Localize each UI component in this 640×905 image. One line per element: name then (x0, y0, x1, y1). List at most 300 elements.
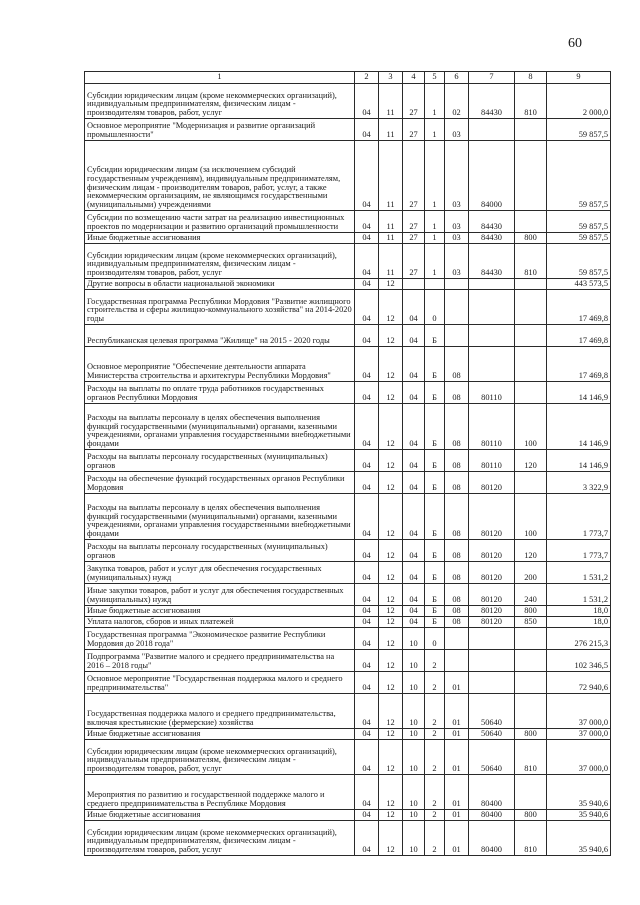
row-description: Субсидии юридическим лицам (кроме некоммерческих организаций), индивидуальным предпринимателям, физическим лицам - производителям товаров, работ, услуг (85, 244, 355, 279)
row-code-c5: 1 (425, 233, 445, 244)
row-code-c2: 04 (355, 672, 379, 694)
row-description: Расходы на выплаты персоналу государственных (муниципальных) органов (85, 450, 355, 472)
table-row (85, 233, 611, 244)
row-code-c5: 0 (425, 628, 445, 650)
table-row (85, 729, 611, 740)
row-code-c8: 120 (515, 450, 547, 472)
row-code-c5: 1 (425, 244, 445, 279)
table-row (85, 347, 611, 382)
row-code-c4: 27 (403, 141, 425, 211)
column-header: 9 (547, 72, 611, 84)
row-code-c4: 10 (403, 694, 425, 729)
row-amount: 14 146,9 (547, 404, 611, 450)
row-code-c5: 2 (425, 729, 445, 740)
row-code-c7: 50640 (469, 694, 515, 729)
row-code-c5: 2 (425, 650, 445, 672)
row-code-c6: 08 (445, 404, 469, 450)
row-code-c8 (515, 347, 547, 382)
row-code-c4: 10 (403, 650, 425, 672)
row-code-c4: 04 (403, 347, 425, 382)
row-description: Государственная программа "Экономическое развитие Республики Мордовия до 2018 года" (85, 628, 355, 650)
row-code-c8 (515, 672, 547, 694)
row-code-c8 (515, 279, 547, 290)
row-code-c8: 200 (515, 562, 547, 584)
row-description: Иные бюджетные ассигнования (85, 810, 355, 821)
row-description: Основное мероприятие "Модернизация и развитие организаций промышленности" (85, 119, 355, 141)
row-code-c7: 80110 (469, 382, 515, 404)
row-code-c2: 04 (355, 562, 379, 584)
row-code-c4: 04 (403, 325, 425, 347)
row-description: Иные бюджетные ассигнования (85, 606, 355, 617)
row-code-c8 (515, 694, 547, 729)
row-code-c4: 27 (403, 233, 425, 244)
row-code-c5: Б (425, 472, 445, 494)
row-code-c6: 03 (445, 244, 469, 279)
row-code-c5: 2 (425, 694, 445, 729)
row-code-c8 (515, 628, 547, 650)
row-description: Расходы на выплаты персоналу в целях обеспечения выполнения функций государственными (муниципальными) органами, казенными учреждениями, органами управления государственными внебюджетными фондами (85, 404, 355, 450)
table-row (85, 119, 611, 141)
row-code-c7 (469, 347, 515, 382)
row-amount: 35 940,6 (547, 810, 611, 821)
row-description: Иные бюджетные ассигнования (85, 233, 355, 244)
row-code-c5: 0 (425, 290, 445, 325)
row-code-c7: 80400 (469, 821, 515, 856)
row-description: Иные бюджетные ассигнования (85, 729, 355, 740)
row-description: Субсидии юридическим лицам (кроме некоммерческих организаций), индивидуальным предпринимателям, физическим лицам - производителям товаров, работ, услуг (85, 84, 355, 119)
row-code-c3: 12 (379, 472, 403, 494)
row-code-c5: 2 (425, 672, 445, 694)
table-row (85, 617, 611, 628)
row-code-c3: 12 (379, 821, 403, 856)
row-code-c6 (445, 650, 469, 672)
row-code-c5: 1 (425, 84, 445, 119)
row-code-c4: 04 (403, 450, 425, 472)
row-description: Субсидии юридическим лицам (кроме некоммерческих организаций), индивидуальным предпринимателям, физическим лицам - производителям товаров, работ, услуг (85, 821, 355, 856)
row-code-c2: 04 (355, 628, 379, 650)
row-amount: 37 000,0 (547, 729, 611, 740)
row-code-c6: 08 (445, 562, 469, 584)
table-row (85, 562, 611, 584)
row-code-c2: 04 (355, 279, 379, 290)
row-code-c7: 84430 (469, 211, 515, 233)
table-row (85, 775, 611, 810)
row-code-c7: 80120 (469, 494, 515, 540)
column-header: 6 (445, 72, 469, 84)
row-code-c7 (469, 290, 515, 325)
row-code-c2: 04 (355, 740, 379, 775)
row-code-c7 (469, 672, 515, 694)
row-code-c8: 810 (515, 740, 547, 775)
row-description: Республиканская целевая программа "Жилище" на 2015 - 2020 годы (85, 325, 355, 347)
row-amount: 18,0 (547, 617, 611, 628)
row-code-c4: 04 (403, 290, 425, 325)
row-code-c3: 12 (379, 404, 403, 450)
row-code-c6: 01 (445, 810, 469, 821)
row-amount: 17 469,8 (547, 290, 611, 325)
row-code-c5: 1 (425, 119, 445, 141)
row-code-c3: 12 (379, 494, 403, 540)
column-header: 8 (515, 72, 547, 84)
row-code-c5: Б (425, 450, 445, 472)
row-amount: 1 531,2 (547, 562, 611, 584)
row-code-c4: 10 (403, 740, 425, 775)
row-amount: 443 573,5 (547, 279, 611, 290)
row-description: Расходы на выплаты персоналу государственных (муниципальных) органов (85, 540, 355, 562)
row-code-c8 (515, 325, 547, 347)
table-row (85, 472, 611, 494)
table-row (85, 740, 611, 775)
row-code-c3: 11 (379, 211, 403, 233)
row-description: Расходы на выплаты персоналу в целях обеспечения выполнения функций государственными (муниципальными) органами, казенными учреждениями, органами управления государственными внебюджетными фондами (85, 494, 355, 540)
row-code-c4: 04 (403, 472, 425, 494)
row-code-c3: 11 (379, 233, 403, 244)
row-code-c2: 04 (355, 584, 379, 606)
row-code-c2: 04 (355, 347, 379, 382)
table-row (85, 211, 611, 233)
row-code-c7: 80120 (469, 540, 515, 562)
row-code-c5: 2 (425, 810, 445, 821)
table-header-row (85, 72, 611, 84)
row-code-c8 (515, 211, 547, 233)
row-code-c2: 04 (355, 325, 379, 347)
row-amount: 3 322,9 (547, 472, 611, 494)
row-code-c6: 01 (445, 740, 469, 775)
row-code-c2: 04 (355, 211, 379, 233)
row-amount: 59 857,5 (547, 244, 611, 279)
row-code-c6: 08 (445, 382, 469, 404)
row-code-c6 (445, 325, 469, 347)
row-code-c8: 100 (515, 494, 547, 540)
row-code-c8 (515, 119, 547, 141)
row-code-c5 (425, 279, 445, 290)
row-code-c2: 04 (355, 494, 379, 540)
column-header: 1 (85, 72, 355, 84)
row-amount: 18,0 (547, 606, 611, 617)
row-code-c3: 12 (379, 279, 403, 290)
row-code-c2: 04 (355, 810, 379, 821)
row-code-c3: 12 (379, 628, 403, 650)
row-description: Основное мероприятие "Обеспечение деятельности аппарата Министерства строительства и архитектуры Республики Мордовия" (85, 347, 355, 382)
row-code-c8 (515, 775, 547, 810)
row-amount: 17 469,8 (547, 325, 611, 347)
row-code-c7: 80110 (469, 450, 515, 472)
row-code-c2: 04 (355, 141, 379, 211)
row-code-c4: 10 (403, 810, 425, 821)
row-code-c8 (515, 472, 547, 494)
row-code-c7 (469, 628, 515, 650)
row-code-c6: 08 (445, 450, 469, 472)
row-code-c7: 80120 (469, 472, 515, 494)
table-row (85, 606, 611, 617)
table-row (85, 279, 611, 290)
table-row (85, 540, 611, 562)
row-description: Расходы на обеспечение функций государственных органов Республики Мордовия (85, 472, 355, 494)
row-code-c6: 03 (445, 233, 469, 244)
row-code-c8: 850 (515, 617, 547, 628)
row-description: Субсидии юридическим лицам (кроме некоммерческих организаций), индивидуальным предпринимателям, физическим лицам - производителям товаров, работ, услуг (85, 740, 355, 775)
row-code-c2: 04 (355, 404, 379, 450)
row-code-c5: Б (425, 404, 445, 450)
row-code-c8: 800 (515, 233, 547, 244)
row-amount: 14 146,9 (547, 382, 611, 404)
row-code-c3: 11 (379, 244, 403, 279)
row-amount: 59 857,5 (547, 141, 611, 211)
row-amount: 276 215,3 (547, 628, 611, 650)
row-code-c5: Б (425, 347, 445, 382)
column-header: 2 (355, 72, 379, 84)
row-code-c3: 12 (379, 540, 403, 562)
table-row (85, 694, 611, 729)
row-code-c6: 02 (445, 84, 469, 119)
row-code-c3: 12 (379, 729, 403, 740)
row-description: Мероприятия по развитию и государственной поддержке малого и среднего предпринимательства в Республике Мордовия (85, 775, 355, 810)
row-code-c6: 08 (445, 494, 469, 540)
row-code-c3: 12 (379, 290, 403, 325)
row-code-c4: 10 (403, 729, 425, 740)
table-row (85, 404, 611, 450)
table-row (85, 810, 611, 821)
row-code-c7: 80120 (469, 606, 515, 617)
row-code-c2: 04 (355, 472, 379, 494)
table-row (85, 290, 611, 325)
row-code-c7: 80400 (469, 810, 515, 821)
row-code-c2: 04 (355, 650, 379, 672)
row-code-c2: 04 (355, 119, 379, 141)
row-code-c6: 01 (445, 775, 469, 810)
row-code-c3: 12 (379, 740, 403, 775)
row-code-c4: 04 (403, 606, 425, 617)
budget-table (84, 71, 611, 856)
table-row (85, 628, 611, 650)
row-code-c3: 12 (379, 617, 403, 628)
row-code-c7: 84000 (469, 141, 515, 211)
row-code-c7: 80120 (469, 584, 515, 606)
row-code-c7: 80120 (469, 562, 515, 584)
table-row (85, 672, 611, 694)
row-code-c8 (515, 382, 547, 404)
row-code-c4: 04 (403, 494, 425, 540)
row-code-c4: 10 (403, 775, 425, 810)
row-description: Субсидии по возмещению части затрат на реализацию инвестиционных проектов по модернизации и развитию организаций промышленности (85, 211, 355, 233)
row-description: Закупка товаров, работ и услуг для обеспечения государственных (муниципальных) нужд (85, 562, 355, 584)
row-code-c7: 84430 (469, 84, 515, 119)
table-row (85, 450, 611, 472)
row-amount: 14 146,9 (547, 450, 611, 472)
row-code-c3: 12 (379, 562, 403, 584)
row-code-c8: 810 (515, 821, 547, 856)
row-code-c8: 240 (515, 584, 547, 606)
row-code-c8: 810 (515, 84, 547, 119)
row-code-c6: 08 (445, 606, 469, 617)
row-code-c7: 50640 (469, 740, 515, 775)
row-code-c6: 08 (445, 472, 469, 494)
row-code-c8: 810 (515, 244, 547, 279)
row-code-c4: 27 (403, 84, 425, 119)
row-code-c8 (515, 290, 547, 325)
row-code-c8: 120 (515, 540, 547, 562)
row-amount: 59 857,5 (547, 211, 611, 233)
row-amount: 59 857,5 (547, 119, 611, 141)
column-header: 3 (379, 72, 403, 84)
page-number: 60 (568, 36, 582, 51)
table-row (85, 821, 611, 856)
row-code-c4: 10 (403, 821, 425, 856)
row-code-c6: 01 (445, 694, 469, 729)
row-amount: 2 000,0 (547, 84, 611, 119)
row-code-c2: 04 (355, 821, 379, 856)
row-code-c2: 04 (355, 606, 379, 617)
row-code-c6: 08 (445, 540, 469, 562)
row-code-c4: 04 (403, 562, 425, 584)
table-row (85, 494, 611, 540)
row-description: Подпрограмма "Развитие малого и среднего предпринимательства на 2016 – 2018 годы" (85, 650, 355, 672)
table-row (85, 141, 611, 211)
row-code-c2: 04 (355, 694, 379, 729)
table-row (85, 84, 611, 119)
column-header: 7 (469, 72, 515, 84)
row-code-c7: 80110 (469, 404, 515, 450)
row-code-c8: 800 (515, 729, 547, 740)
row-description: Уплата налогов, сборов и иных платежей (85, 617, 355, 628)
row-code-c2: 04 (355, 382, 379, 404)
row-code-c3: 12 (379, 325, 403, 347)
row-amount: 102 346,5 (547, 650, 611, 672)
row-code-c6: 01 (445, 729, 469, 740)
row-code-c4: 10 (403, 672, 425, 694)
row-code-c4: 10 (403, 628, 425, 650)
row-code-c5: Б (425, 606, 445, 617)
row-code-c2: 04 (355, 233, 379, 244)
row-code-c4: 04 (403, 382, 425, 404)
row-code-c6: 03 (445, 141, 469, 211)
row-code-c6: 01 (445, 672, 469, 694)
row-code-c8: 800 (515, 810, 547, 821)
row-description: Другие вопросы в области национальной экономики (85, 279, 355, 290)
table-row (85, 244, 611, 279)
row-amount: 17 469,8 (547, 347, 611, 382)
row-amount: 72 940,6 (547, 672, 611, 694)
row-amount: 59 857,5 (547, 233, 611, 244)
row-code-c4: 27 (403, 244, 425, 279)
row-code-c2: 04 (355, 450, 379, 472)
table-row (85, 584, 611, 606)
row-code-c5: Б (425, 540, 445, 562)
row-code-c2: 04 (355, 290, 379, 325)
row-code-c5: 2 (425, 775, 445, 810)
row-code-c5: 1 (425, 211, 445, 233)
row-code-c3: 12 (379, 810, 403, 821)
row-code-c6: 03 (445, 119, 469, 141)
row-code-c5: 2 (425, 821, 445, 856)
row-code-c4: 27 (403, 119, 425, 141)
row-code-c3: 12 (379, 382, 403, 404)
row-code-c7: 84430 (469, 244, 515, 279)
row-code-c6: 08 (445, 347, 469, 382)
row-code-c2: 04 (355, 729, 379, 740)
row-code-c7: 80400 (469, 775, 515, 810)
row-code-c8 (515, 141, 547, 211)
row-code-c3: 12 (379, 450, 403, 472)
row-code-c3: 11 (379, 119, 403, 141)
row-code-c7 (469, 325, 515, 347)
row-code-c6: 03 (445, 211, 469, 233)
row-amount: 1 773,7 (547, 494, 611, 540)
row-code-c4: 27 (403, 211, 425, 233)
row-description: Основное мероприятие "Государственная поддержка малого и среднего предпринимательства" (85, 672, 355, 694)
row-code-c7 (469, 650, 515, 672)
row-code-c7 (469, 279, 515, 290)
row-code-c2: 04 (355, 244, 379, 279)
row-description: Иные закупки товаров, работ и услуг для обеспечения государственных (муниципальных) нужд (85, 584, 355, 606)
row-code-c2: 04 (355, 775, 379, 810)
row-code-c4 (403, 279, 425, 290)
row-code-c4: 04 (403, 617, 425, 628)
row-code-c4: 04 (403, 404, 425, 450)
row-code-c7: 50640 (469, 729, 515, 740)
row-code-c3: 12 (379, 606, 403, 617)
row-code-c5: Б (425, 494, 445, 540)
row-code-c4: 04 (403, 584, 425, 606)
row-code-c3: 12 (379, 694, 403, 729)
table-row (85, 382, 611, 404)
row-code-c4: 04 (403, 540, 425, 562)
row-code-c6 (445, 290, 469, 325)
row-code-c5: 2 (425, 740, 445, 775)
row-code-c5: Б (425, 617, 445, 628)
row-code-c3: 12 (379, 347, 403, 382)
row-code-c3: 12 (379, 650, 403, 672)
row-code-c3: 12 (379, 672, 403, 694)
row-code-c5: Б (425, 325, 445, 347)
row-amount: 1 773,7 (547, 540, 611, 562)
row-code-c2: 04 (355, 84, 379, 119)
row-code-c2: 04 (355, 540, 379, 562)
column-header: 5 (425, 72, 445, 84)
row-code-c8: 100 (515, 404, 547, 450)
row-amount: 1 531,2 (547, 584, 611, 606)
row-description: Субсидии юридическим лицам (за исключением субсидий государственным учреждениям), индивидуальным предпринимателям, физическим лицам - производителям товаров, работ, услуг, а также некоммерческим организациям, не являющимся государственными (муниципальными) учреждениями (85, 141, 355, 211)
row-code-c7: 84430 (469, 233, 515, 244)
row-description: Государственная программа Республики Мордовия "Развитие жилищного строительства и сферы жилищно-коммунального хозяйства" на 2014-2020 годы (85, 290, 355, 325)
row-code-c5: 1 (425, 141, 445, 211)
row-code-c6: 08 (445, 617, 469, 628)
row-code-c5: Б (425, 562, 445, 584)
row-code-c3: 12 (379, 775, 403, 810)
row-code-c6 (445, 279, 469, 290)
row-code-c5: Б (425, 584, 445, 606)
row-description: Расходы на выплаты по оплате труда работников государственных органов Республики Мордовия (85, 382, 355, 404)
column-header: 4 (403, 72, 425, 84)
row-description: Государственная поддержка малого и среднего предпринимательства, включая крестьянские (фермерские) хозяйства (85, 694, 355, 729)
row-amount: 37 000,0 (547, 740, 611, 775)
row-code-c7: 80120 (469, 617, 515, 628)
row-amount: 35 940,6 (547, 775, 611, 810)
row-code-c5: Б (425, 382, 445, 404)
row-code-c8 (515, 650, 547, 672)
row-code-c6 (445, 628, 469, 650)
row-amount: 37 000,0 (547, 694, 611, 729)
row-code-c3: 11 (379, 84, 403, 119)
row-code-c2: 04 (355, 617, 379, 628)
row-code-c8: 800 (515, 606, 547, 617)
table-row (85, 325, 611, 347)
table-row (85, 650, 611, 672)
row-code-c6: 08 (445, 584, 469, 606)
row-code-c7 (469, 119, 515, 141)
row-code-c3: 12 (379, 584, 403, 606)
row-code-c6: 01 (445, 821, 469, 856)
